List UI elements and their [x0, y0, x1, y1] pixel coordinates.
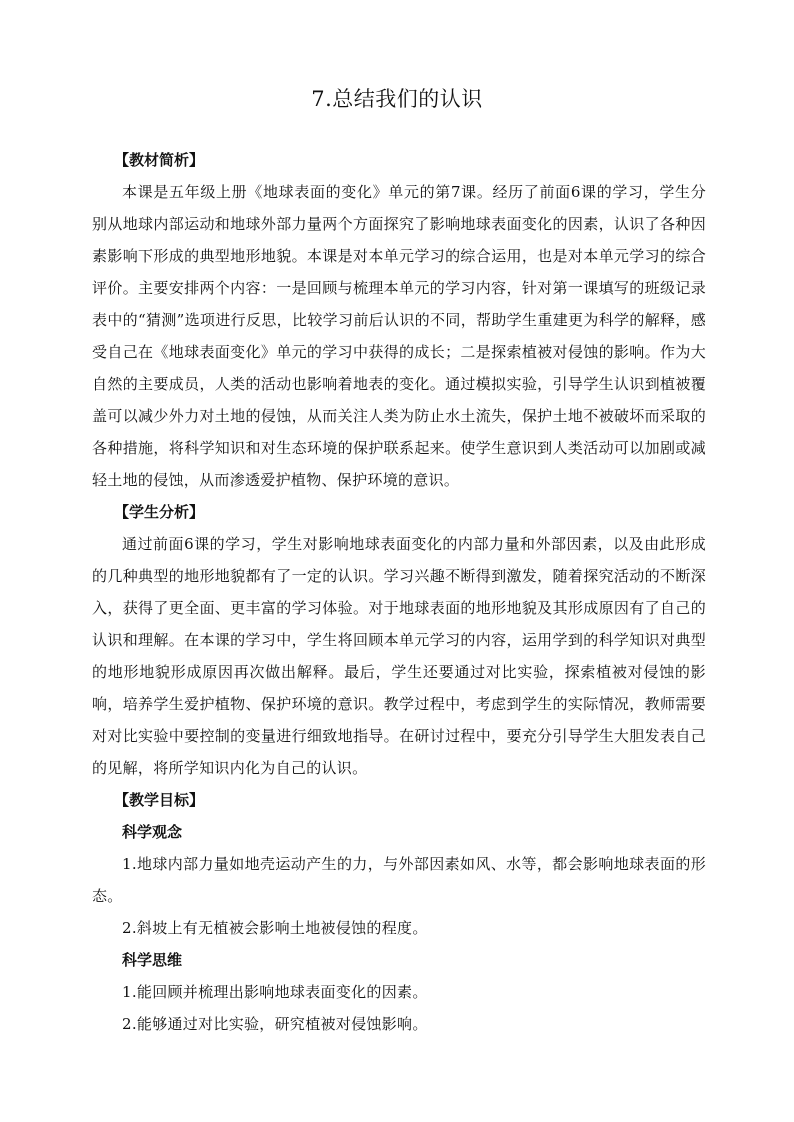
- science-thinking-item-2: 2.能够通过对比实验，研究植被对侵蚀影响。: [122, 1015, 428, 1033]
- section-heading-student-analysis: 【学生分析】: [114, 503, 205, 521]
- subheading-science-thinking: 科学思维: [122, 951, 183, 969]
- section-heading-teaching-goals: 【教学目标】: [114, 791, 205, 809]
- science-thinking-item-1: 1.能回顾并梳理出影响地球表面变化的因素。: [122, 983, 428, 1001]
- subheading-science-concepts: 科学观念: [122, 823, 183, 841]
- textbook-analysis-paragraph: 本课是五年级上册《地球表面的变化》单元的第7课。经历了前面6课的学习，学生分别从地球内部运动和地球外部力量两个方面探究了影响地球表面变化的因素，认识了各种因素影响下形成的典型地形地貌。本课是对本单元学习的综合运用，也是对本单元学习的综合评价。主要安排两个内容：一是回顾与梳理本单元的学习内容，针对第一课填写的班级记录表中的“猜测”选项进行反思，比较学习前后认识的不同，帮助学生重建更为科学的解释，感受自己在《地球表面变化》单元的学习中获得的成长；二是探索植被对侵蚀的影响。作为大自然的主要成员，人类的活动也影响着地表的变化。通过模拟实验，引导学生认识到植被覆盖可以减少外力对土地的侵蚀，从而关注人类为防止水土流失，保护土地不被破坏而采取的各种措施，将科学知识和对生态环境的保护联系起来。使学生意识到人类活动可以加剧或减轻土地的侵蚀，从而渗透爱护植物、保护环境的意识。: [92, 183, 706, 489]
- science-concept-item-2: 2.斜坡上有无植被会影响土地被侵蚀的程度。: [122, 919, 428, 937]
- document-title: 7.总结我们的认识: [311, 87, 483, 111]
- science-concept-item-1: 1.地球内部力量如地壳运动产生的力，与外部因素如风、水等，都会影响地球表面的形态。: [92, 855, 706, 905]
- section-heading-textbook-analysis: 【教材简析】: [114, 151, 205, 169]
- document-body: [92, 144, 706, 1040]
- student-analysis-paragraph: 通过前面6课的学习，学生对影响地球表面变化的内部力量和外部因素，以及由此形成的几种典型的地形地貌都有了一定的认识。学习兴趣不断得到激发，随着探究活动的不断深入，获得了更全面、更丰富的学习体验。对于地球表面的地形地貌及其形成原因有了自己的认识和理解。在本课的学习中，学生将回顾本单元学习的内容，运用学到的科学知识对典型的地形地貌形成原因再次做出解释。最后，学生还要通过对比实验，探索植被对侵蚀的影响，培养学生爱护植物、保护环境的意识。教学过程中，考虑到学生的实际情况，教师需要对对比实验中要控制的变量进行细致地指导。在研讨过程中，要充分引导学生大胆发表自己的见解，将所学知识内化为自己的认识。: [92, 535, 706, 777]
